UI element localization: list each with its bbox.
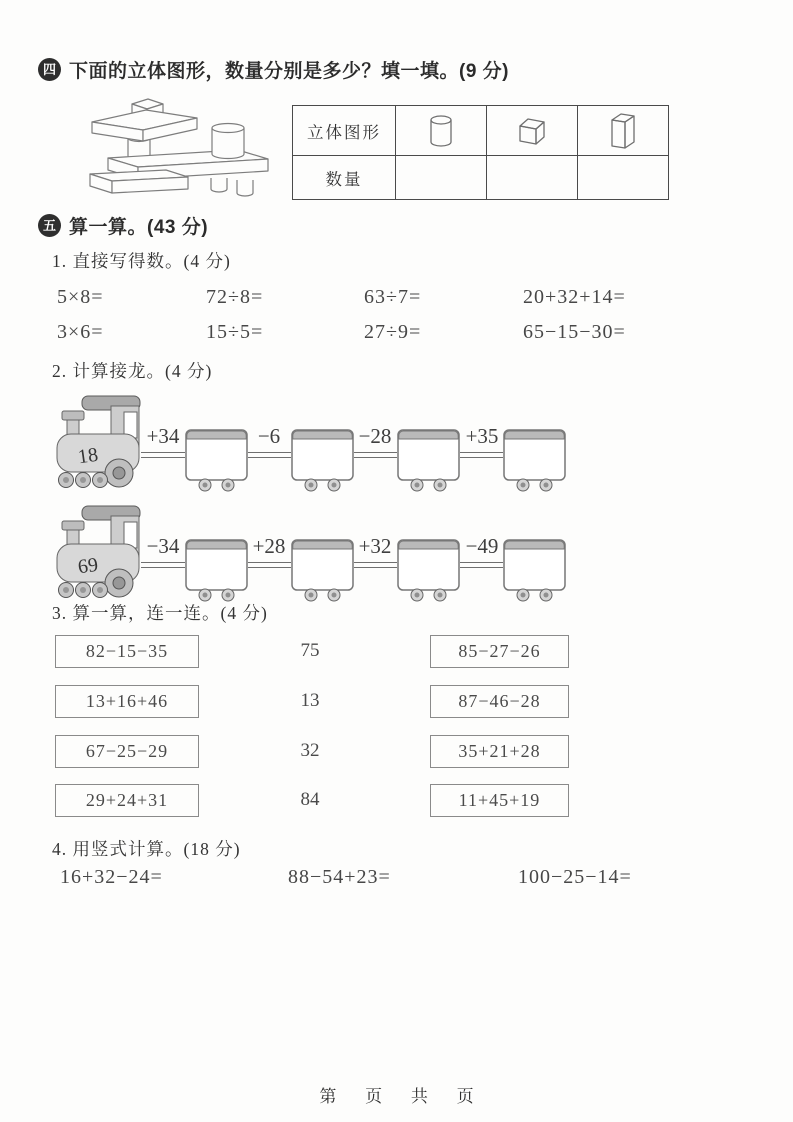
expression-box: 87−46−28 bbox=[430, 685, 569, 718]
answer-number: 32 bbox=[300, 740, 320, 761]
train-wagon-blank bbox=[397, 427, 460, 493]
train-operation: +28 bbox=[252, 534, 286, 558]
quantity-header: 数量 bbox=[293, 156, 396, 200]
equation: 16+32−24= bbox=[60, 866, 163, 888]
cuboid-icon bbox=[609, 111, 637, 151]
q4-label: 4. 用竖式计算。(18 分) bbox=[52, 839, 241, 859]
train-operation: +35 bbox=[465, 424, 499, 448]
train-wagon-blank bbox=[185, 427, 248, 493]
expression-box: 11+45+19 bbox=[430, 784, 569, 817]
expression-box: 35+21+28 bbox=[430, 735, 569, 768]
equation: 63÷7= bbox=[364, 286, 422, 308]
answer-cell-cuboid bbox=[578, 156, 669, 200]
equation: 15÷5= bbox=[206, 321, 264, 343]
train-coupling bbox=[248, 452, 291, 458]
expression-box: 13+16+46 bbox=[55, 685, 199, 718]
equation: 72÷8= bbox=[206, 286, 264, 308]
expression-box: 29+24+31 bbox=[55, 784, 199, 817]
page-footer: 第 页 共 页 bbox=[319, 1087, 486, 1106]
answer-number: 84 bbox=[300, 789, 320, 810]
shape-cell-cylinder bbox=[396, 106, 487, 156]
section-5-header bbox=[38, 212, 208, 239]
figure-bottom-slab bbox=[90, 170, 188, 193]
answer-number: 13 bbox=[300, 690, 320, 711]
cube-icon bbox=[516, 116, 548, 146]
train-start-number: 18 bbox=[76, 443, 100, 469]
expression-box: 82−15−35 bbox=[55, 635, 199, 668]
connect-row bbox=[0, 784, 793, 818]
train-wagon-blank bbox=[397, 537, 460, 603]
train-1 bbox=[55, 394, 585, 498]
q1-label: 1. 直接写得数。(4 分) bbox=[52, 251, 231, 271]
train-wagon-blank bbox=[503, 427, 566, 493]
connect-row bbox=[0, 685, 793, 719]
figure-leg-cylinders bbox=[211, 178, 253, 196]
train-2 bbox=[55, 504, 585, 608]
expression-box: 85−27−26 bbox=[430, 635, 569, 668]
train-coupling bbox=[141, 452, 185, 458]
train-operation: +34 bbox=[146, 424, 180, 448]
train-operation: −28 bbox=[358, 424, 392, 448]
equation: 27÷9= bbox=[364, 321, 422, 343]
train-wagon-blank bbox=[291, 537, 354, 603]
section-4-header bbox=[38, 56, 509, 83]
shape-table bbox=[292, 105, 669, 200]
train-coupling bbox=[460, 562, 503, 568]
q3-label: 3. 算一算，连一连。(4 分) bbox=[52, 603, 268, 623]
train-start-number: 69 bbox=[76, 553, 100, 579]
equation: 65−15−30= bbox=[523, 321, 626, 343]
cylinder-icon bbox=[427, 113, 455, 149]
train-engine-icon bbox=[55, 504, 143, 600]
section-5-title: 算一算。(43 分) bbox=[69, 217, 209, 238]
train-coupling bbox=[141, 562, 185, 568]
train-coupling bbox=[354, 452, 397, 458]
train-coupling bbox=[354, 562, 397, 568]
section-4-title: 下面的立体图形，数量分别是多少？填一填。(9 分) bbox=[69, 61, 510, 82]
train-operation: −6 bbox=[257, 424, 281, 448]
train-operation: −49 bbox=[465, 534, 499, 558]
train-operation: +32 bbox=[358, 534, 392, 558]
train-wagon-blank bbox=[291, 427, 354, 493]
answer-cell-cube bbox=[487, 156, 578, 200]
train-coupling bbox=[460, 452, 503, 458]
section-5-badge: 五 bbox=[38, 214, 61, 237]
train-engine-icon bbox=[55, 394, 143, 490]
figure-top-slab bbox=[92, 110, 197, 141]
shape-table-header: 立体图形 bbox=[293, 106, 396, 156]
section-4-badge: 四 bbox=[38, 58, 61, 81]
equation: 3×6= bbox=[57, 321, 104, 343]
shape-cell-cube bbox=[487, 106, 578, 156]
answer-cell-cylinder bbox=[396, 156, 487, 200]
equation: 100−25−14= bbox=[518, 866, 632, 888]
connect-row bbox=[0, 635, 793, 669]
blocks-figure bbox=[70, 96, 280, 206]
train-wagon-blank bbox=[503, 537, 566, 603]
figure-big-cylinder bbox=[212, 124, 244, 159]
expression-box: 67−25−29 bbox=[55, 735, 199, 768]
train-operation: −34 bbox=[146, 534, 180, 558]
equation: 88−54+23= bbox=[288, 866, 391, 888]
answer-number: 75 bbox=[300, 640, 320, 661]
train-wagon-blank bbox=[185, 537, 248, 603]
q1-row-2 bbox=[0, 321, 793, 349]
train-coupling bbox=[248, 562, 291, 568]
q2-label: 2. 计算接龙。(4 分) bbox=[52, 361, 213, 381]
equation: 5×8= bbox=[57, 286, 104, 308]
connect-row bbox=[0, 735, 793, 769]
q4-row bbox=[0, 866, 793, 896]
shape-cell-cuboid bbox=[578, 106, 669, 156]
equation: 20+32+14= bbox=[523, 286, 626, 308]
q1-row-1 bbox=[0, 286, 793, 314]
